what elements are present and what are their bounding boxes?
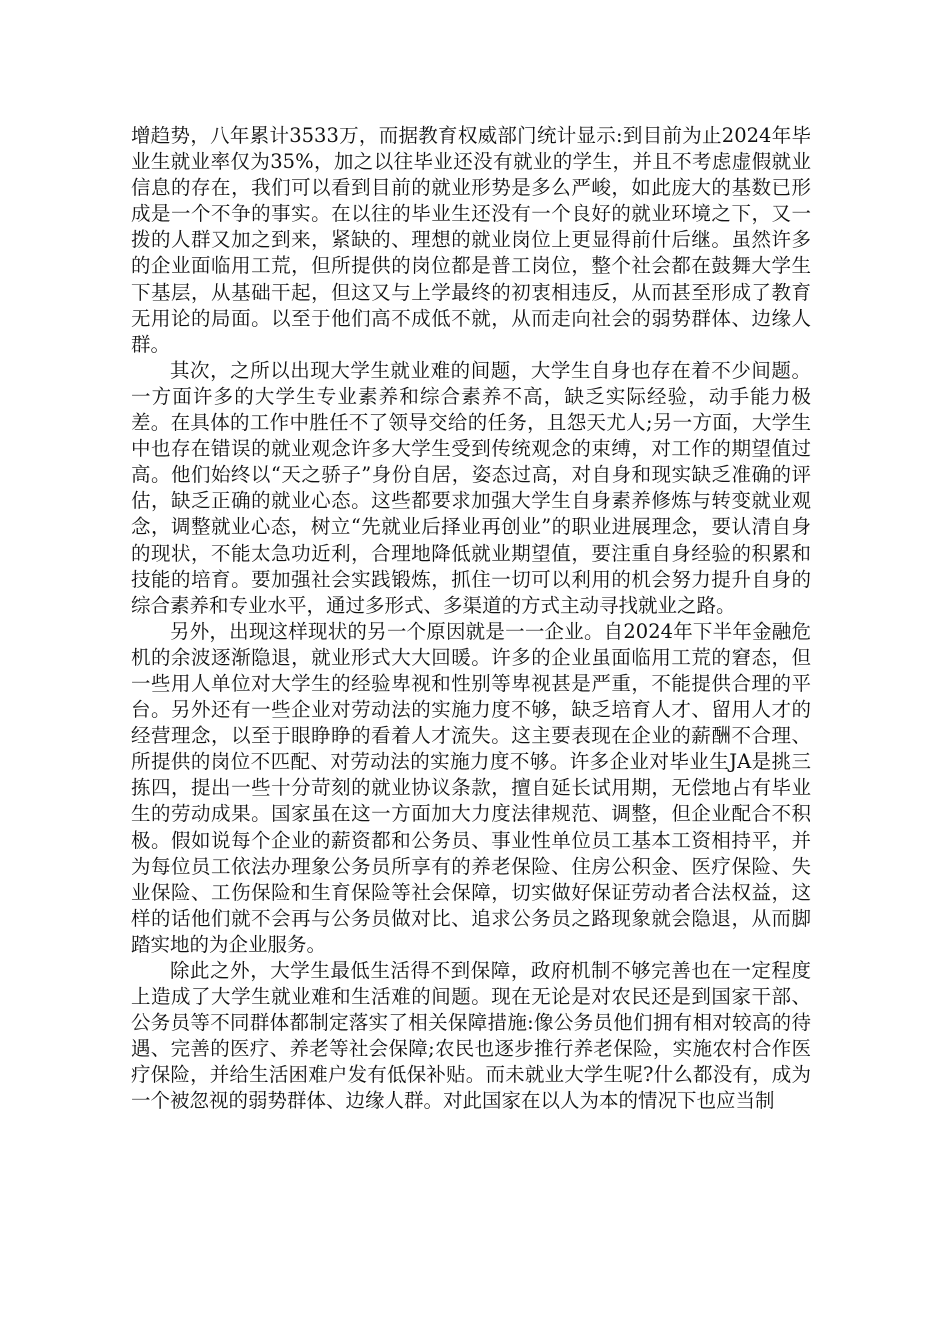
paragraph-3: 另外，出现这样现状的另一个原因就是一一企业。自2024年下半年金融危机的余波逐渐隐退，就业形式大大回暖。许多的企业虽面临用工荒的窘态，但一些用人单位对大学生的经验卑视和性别等卑视甚是严重，不能提供合理的平台。另外还有一些企业对劳动法的实施力度不够，缺乏培育人才、留用人才的经营理念，以至于眼睁睁的看着人才流失。这主要表现在企业的薪酬不合理、所提供的岗位不匹配、对劳动法的实施力度不够。许多企业对毕业生JA是挑三拣四，提出一些十分苛刻的就业协议条款，擅自延长试用期，无偿地占有毕业生的劳动成果。国家虽在这一方面加大力度法律规范、调整，但企业配合不积极。假如说每个企业的薪资都和公务员、事业性单位员工基本工资相持平，并为每位员工依法办理象公务员所享有的养老保险、住房公积金、医疗保险、失业保险、工伤保险和生育保险等社会保障，切实做好保证劳动者合法权益，这样的话他们就不会再与公务员做对比、追求公务员之路现象就会隐退，从而脚踏实地的为企业服务。 bbox=[131, 619, 811, 956]
paragraph-4: 除此之外，大学生最低生活得不到保障，政府机制不够完善也在一定程度上造成了大学生就业难和生活难的间题。现在无论是对农民还是到国家干部、公务员等不同群体都制定落实了相关保障措施:像公务员他们拥有相对较高的待遇、完善的医疗、养老等社会保障;农民也逐步推行养老保险，实施农村合作医疗保险，并给生活困难户发有低保补贴。而未就业大学生呢?什么都没有，成为一个被忽视的弱势群体、边缘人群。对此国家在以人为本的情况下也应当制 bbox=[131, 959, 811, 1113]
paragraph-2: 其次，之所以出现大学生就业难的间题，大学生自身也存在着不少间题。一方面许多的大学生专业素养和综合素养不高，缺乏实际经验，动手能力极差。在具体的工作中胜任不了领导交给的任务，且怨天尤人;另一方面，大学生中也存在错误的就业观念许多大学生受到传统观念的束缚，对工作的期望值过高。他们始终以“天之骄子”身份自居，姿态过高，对自身和现实缺乏准确的评估，缺乏正确的就业心态。这些都要求加强大学生自身素养修炼与转变就业观念，调整就业心态，树立“先就业后择业再创业”的职业进展理念，要认清自身的现状，不能太急功近利，合理地降低就业期望值，要注重自身经验的积累和技能的培育。要加强社会实践锻炼，抓住一切可以利用的机会努力提升自身的综合素养和专业水平，通过多形式、多渠道的方式主动寻找就业之路。 bbox=[131, 358, 811, 617]
body-text bbox=[131, 123, 811, 1115]
paragraph-1: 增趋势，八年累计3533万，而据教育权威部门统计显示:到目前为止2024年毕业生就业率仅为35%，加之以往毕业还没有就业的学生，并且不考虑虚假就业信息的存在，我们可以看到目前的就业形势是多么严峻，如此庞大的基数已形成是一个不争的事实。在以往的毕业生还没有一个良好的就业环境之下，又一拨的人群又加之到来，紧缺的、理想的就业岗位上更显得前什后继。虽然许多的企业面临用工荒，但所提供的岗位都是普工岗位，整个社会都在鼓舞大学生下基层，从基础干起，但这又与上学最终的初衷相违反，从而甚至形成了教育无用论的局面。以至于他们高不成低不就，从而走向社会的弱势群体、边缘人群。 bbox=[131, 124, 811, 356]
